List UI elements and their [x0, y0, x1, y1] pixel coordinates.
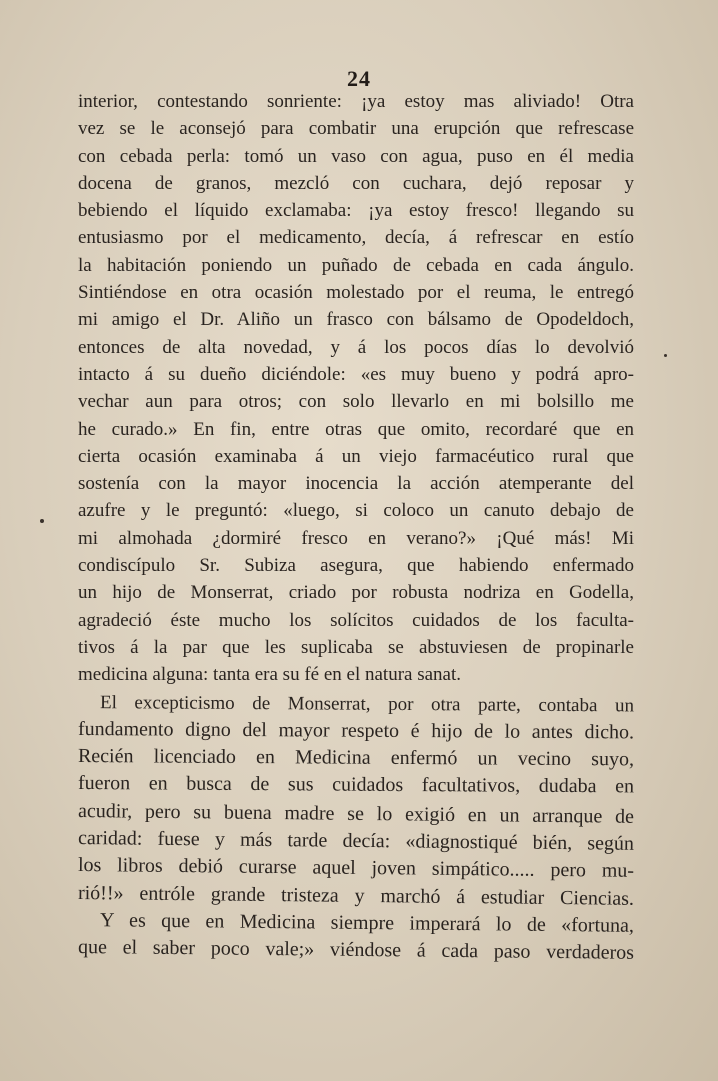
- text-line: intacto á su dueño diciéndole: «es muy bueno y podrá apro-: [78, 363, 634, 385]
- text-line: azufre y le preguntó: «luego, si coloco un canuto debajo de: [78, 500, 634, 522]
- page-number: 24: [347, 66, 371, 91]
- text-line: entusiasmo por el medicamento, decía, á refrescar en estío: [78, 227, 634, 249]
- text-line: vechar aun para otros; con solo llevarlo en mi bolsillo me: [78, 391, 634, 413]
- text-line: bebiendo el líquido exclamaba: ¡ya estoy fresco! llegando su: [78, 200, 634, 222]
- text-line: medicina alguna: tanta era su fé en el natura sanat.: [78, 664, 461, 686]
- text-line: la habitación poniendo un puñado de cebada en cada ángulo.: [78, 254, 634, 276]
- text-line: mi amigo el Dr. Aliño un frasco con bálsamo de Opodeldoch,: [78, 309, 634, 331]
- ink-speck: [664, 354, 667, 357]
- text-line: fundamento digno del mayor respeto é hijo de lo antes dicho.: [77, 717, 635, 744]
- text-line: caridad: fuese y más tarde decía: «diagnostiqué bién, según: [77, 827, 635, 855]
- text-line: rió!!» entróle grande tristeza y marchó á estudiar Ciencias.: [77, 881, 635, 910]
- text-line: docena de granos, mezcló con cuchara, dejó reposar y: [78, 172, 634, 194]
- text-line: tivos á la par que les suplicaba se abstuviesen de propinarle: [78, 636, 634, 658]
- text-line: agradeció éste mucho los solícitos cuidados de los faculta-: [78, 609, 634, 631]
- text-line: con cebada perla: tomó un vaso con agua, puso en él media: [78, 145, 634, 167]
- text-line: Y es que en Medicina siempre imperará lo de «fortuna,: [99, 909, 635, 937]
- text-line: mi almohada ¿dormiré fresco en verano?» ¡Qué más! Mi: [78, 527, 634, 549]
- text-line: he curado.» En fin, entre otras que omito, recordaré que en: [78, 418, 634, 440]
- text-line: entonces de alta novedad, y á los pocos días lo devolvió: [78, 336, 634, 358]
- body-text: [77, 88, 635, 965]
- text-line: Sintiéndose en otra ocasión molestado por el reuma, le entregó: [78, 282, 634, 304]
- text-line: vez se le aconsejó para combatir una erupción que refrescase: [78, 118, 634, 140]
- text-line: El excepticismo de Monserrat, por otra parte, contaba un: [99, 691, 635, 716]
- text-line: los libros debió curarse aquel joven simpático..... pero mu-: [77, 854, 635, 883]
- text-line: condiscípulo Sr. Subiza asegura, que habiendo enfermado: [78, 555, 634, 577]
- text-line: sostenía con la mayor inocencia la acción atemperante del: [78, 473, 634, 495]
- text-line: acudir, pero su buena madre se lo exigió en un arranque de: [77, 799, 635, 828]
- text-line: cierta ocasión examinaba á un viejo farmacéutico rural que: [78, 445, 634, 467]
- text-line: que el saber poco vale;» viéndose á cada paso verdaderos: [77, 936, 635, 965]
- text-line: fueron en busca de sus cuidados facultativos, dudaba en: [77, 772, 635, 798]
- text-line: interior, contestando sonriente: ¡ya estoy mas aliviado! Otra: [78, 91, 634, 112]
- ink-speck: [40, 519, 44, 523]
- text-line: un hijo de Monserrat, criado por robusta nodriza en Godella,: [78, 582, 634, 604]
- text-line: Recién licenciado en Medicina enfermó un vecino suyo,: [77, 745, 635, 771]
